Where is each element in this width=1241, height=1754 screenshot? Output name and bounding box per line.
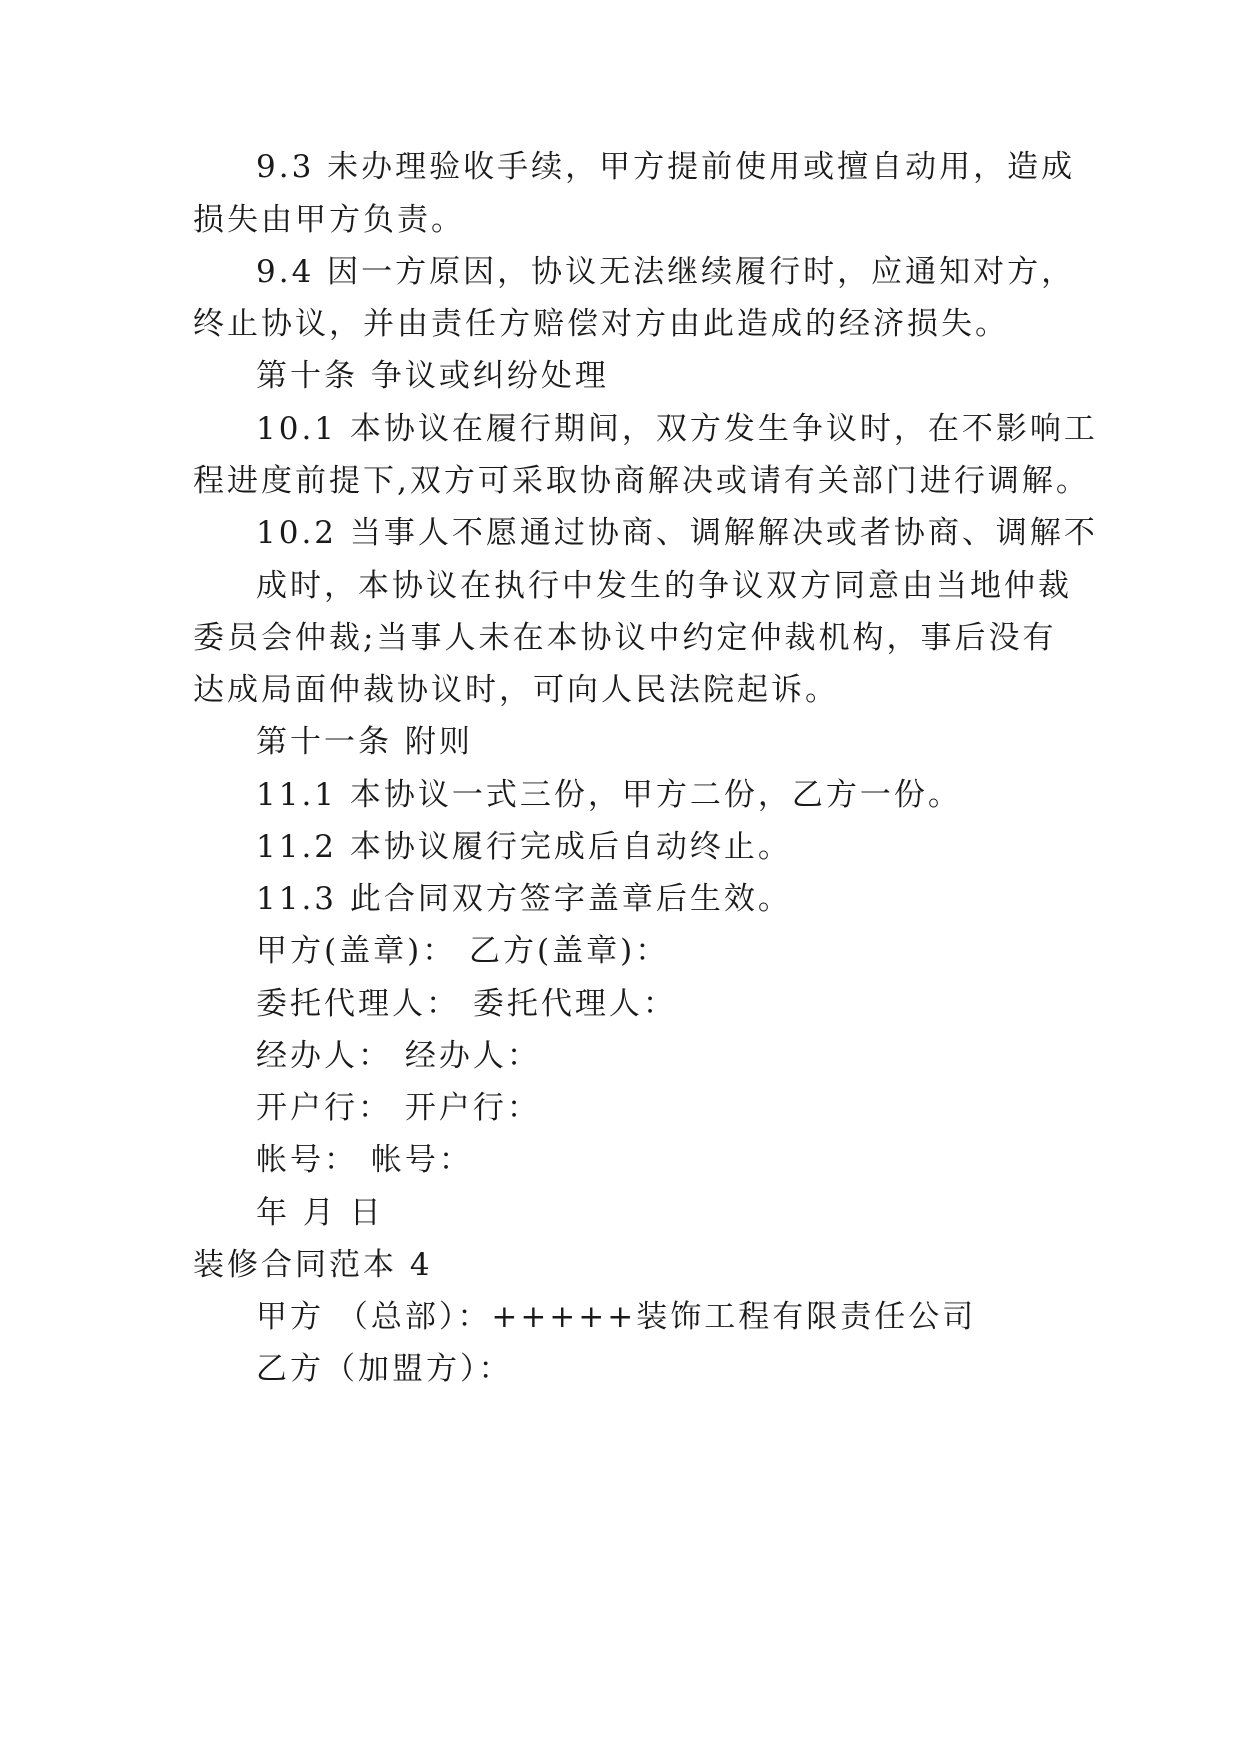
- clause-9-3-line-2: 损失由甲方负责。: [193, 202, 465, 238]
- clause-9-4-line-1: 9.4 因一方原因，协议无法继续履行时，应通知对方，: [256, 254, 1076, 290]
- clause-9-4-line-2: 终止协议，并由责任方赔偿对方由此造成的经济损失。: [193, 306, 1009, 342]
- clause-11-3: 11.3 此合同双方签字盖章后生效。: [256, 881, 792, 917]
- clause-11-2: 11.2 本协议履行完成后自动终止。: [256, 829, 792, 865]
- signature-seal-line: 甲方(盖章)： 乙方(盖章)：: [256, 933, 670, 969]
- article-10-heading: 第十条 争议或纠纷处理: [256, 358, 609, 394]
- party-a-line: 甲方 （总部）：+++++装饰工程有限责任公司: [256, 1299, 977, 1335]
- clause-9-3-line-1: 9.3 未办理验收手续，甲方提前使用或擅自动用，造成: [256, 149, 1076, 185]
- signature-account-line: 帐号： 帐号：: [256, 1142, 473, 1178]
- signature-handler-line: 经办人： 经办人：: [256, 1038, 541, 1074]
- section-title: 装修合同范本 4: [193, 1247, 433, 1283]
- article-11-heading: 第十一条 附则: [256, 724, 473, 760]
- signature-date-line: 年 月 日: [256, 1195, 384, 1231]
- clause-10-2-line-2: 成时，本协议在执行中发生的争议双方同意由当地仲裁: [256, 568, 1072, 604]
- clause-10-2-line-3: 委员会仲裁;当事人未在本协议中约定仲裁机构，事后没有: [193, 620, 1057, 656]
- clause-10-2-line-4: 达成局面仲裁协议时，可向人民法院起诉。: [193, 672, 839, 708]
- clause-10-1-line-1: 10.1 本协议在履行期间，双方发生争议时，在不影响工: [256, 411, 1098, 447]
- clause-10-1-line-2: 程进度前提下,双方可采取协商解决或请有关部门进行调解。: [193, 463, 1090, 499]
- signature-bank-line: 开户行： 开户行：: [256, 1090, 541, 1126]
- clause-11-1: 11.1 本协议一式三份，甲方二份，乙方一份。: [256, 777, 962, 813]
- party-b-line: 乙方（加盟方）：: [256, 1351, 513, 1387]
- clause-10-2-line-1: 10.2 当事人不愿通过协商、调解解决或者协商、调解不: [256, 515, 1098, 551]
- signature-agent-line: 委托代理人： 委托代理人：: [256, 986, 677, 1022]
